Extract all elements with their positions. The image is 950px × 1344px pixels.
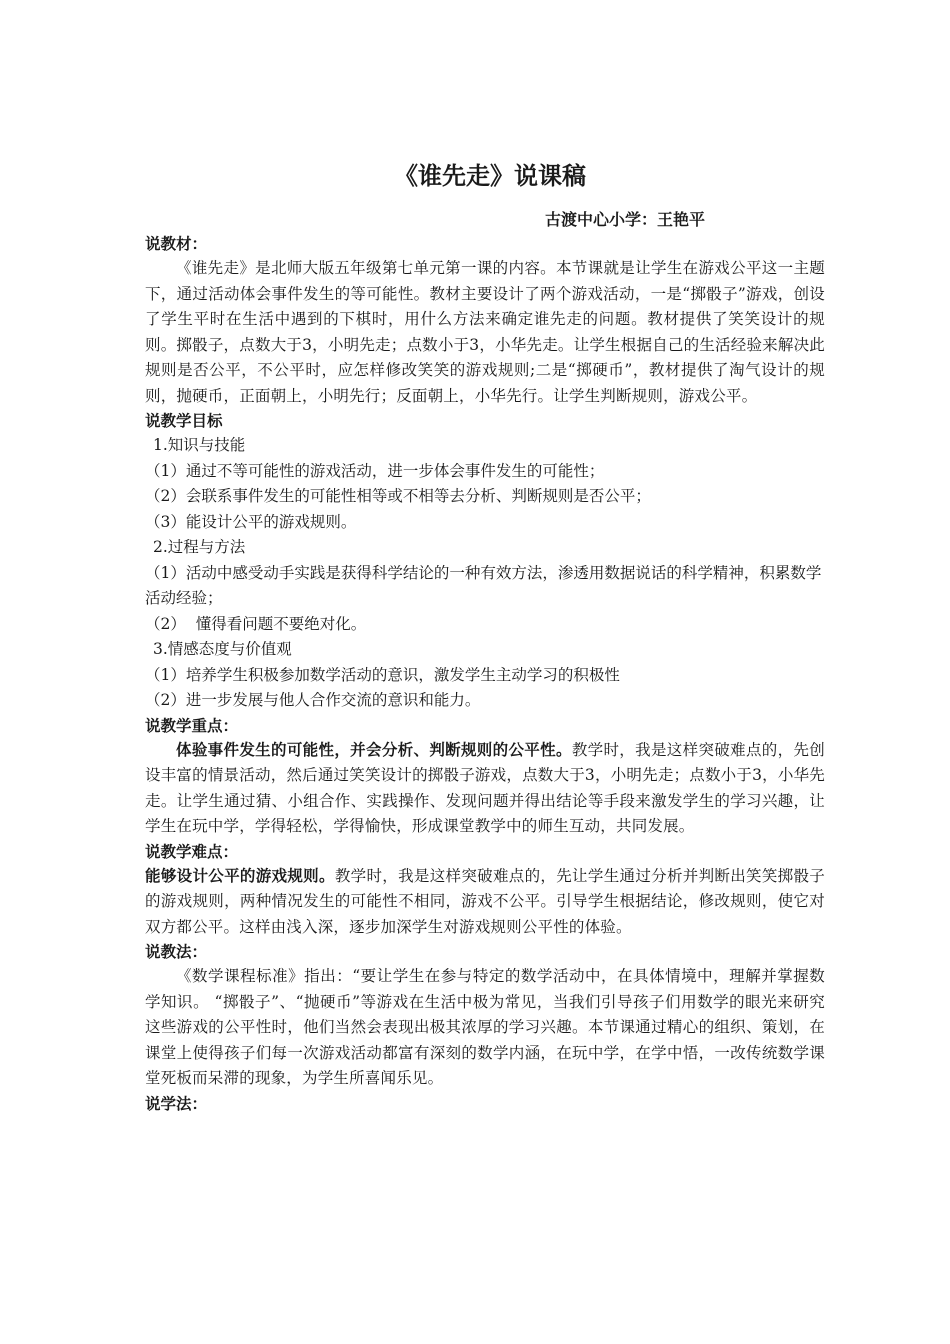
goals-item: （2）会联系事件发生的可能性相等或不相等去分析、判断规则是否公平；: [145, 487, 651, 505]
goals-item: （1）培养学生积极参加数学活动的意识，激发学生主动学习的积极性: [145, 665, 620, 684]
difficult-points-emphasis: 能够设计公平的游戏规则。: [145, 866, 335, 885]
key-points-paragraph: [145, 738, 825, 840]
teaching-method-paragraph: 《数学课程标准》指出：“要让学生在参与特定的数学活动中，在具体情境中，理解并掌握数学知识。 “掷骰子”、“抛硬币”等游戏在生活中极为常见，当我们引导孩子们用数学的眼光来研究这些游戏的公平性时，他们当然会表现出极其浓厚的学习兴趣。本节课通过精心的组织、策划，在课堂上使得孩子们每一次游戏活动都富有深刻的数学内涵，在玩中学，在学中悟，一改传统数学课堂死板而呆滞的现象，为学生所喜闻乐见。: [145, 967, 825, 1087]
section-heading-difficult-points: 说教学难点：: [145, 842, 239, 861]
author-line: 古渡中心小学：王艳平: [544, 210, 705, 229]
goals-item: （3）能设计公平的游戏规则。: [145, 512, 357, 531]
goals-subheading-2: 2.过程与方法: [153, 538, 246, 556]
document-page: [145, 158, 825, 1116]
section-heading-material: 说教材：: [145, 235, 208, 253]
material-paragraph: 《谁先走》是北师大版五年级第七单元第一课的内容。本节课就是让学生在游戏公平这一主题下，通过活动体会事件发生的等可能性。教材主要设计了两个游戏活动，一是“掷骰子”游戏，创设了学生平时在生活中遇到的下棋时，用什么方法来确定谁先走的问题。教材提供了笑笑设计的规则。掷骰子，点数大于3，小明先走；点数小于3，小华先走。让学生根据自己的生活经验来解决此规则是否公平，不公平时，应怎样修改笑笑的游戏规则;二是“掷硬币”，教材提供了淘气设计的规则，抛硬币，正面朝上，小明先行；反面朝上，小华先行。让学生判断规则，游戏公平。: [145, 259, 825, 405]
key-points-text: 教学时，我是这样突破难点的，先创设丰富的情景活动，然后通过笑笑设计的掷骰子游戏，点数大于3，小明先走；点数小于3，小华先走。让学生通过猜、小组合作、实践操作、发现问题并得出结论等手段来激发学生的学习兴趣，让学生在玩中学，学得轻松，学得愉快，形成课堂教学中的师生互动，共同发展。: [145, 740, 825, 835]
section-heading-learning-method: 说学法：: [145, 1094, 208, 1113]
section-heading-key-points: 说教学重点：: [145, 716, 239, 735]
document-title: 《谁先走》说课稿: [394, 162, 586, 190]
difficult-points-text: 教学时，我是这样突破难点的，先让学生通过分析并判断出笑笑掷骰子的游戏规则，两种情况发生的可能性不相同，游戏不公平。引导学生根据结论，修改规则，使它对双方都公平。这样由浅入深，逐步加深学生对游戏规则公平性的体验。: [145, 866, 826, 936]
goals-subheading-1: 1.知识与技能: [153, 436, 246, 454]
difficult-points-paragraph: [145, 864, 825, 941]
goals-item: （2） 懂得看问题不要绝对化。: [145, 614, 367, 633]
goals-subheading-3: 3.情感态度与价值观: [153, 640, 292, 658]
goals-item: （1）活动中感受动手实践是获得科学结论的一种有效方法，渗透用数据说话的科学精神，积累数学活动经验；: [145, 563, 822, 607]
goals-item: （2）进一步发展与他人合作交流的意识和能力。: [145, 691, 481, 709]
goals-item: （1）通过不等可能性的游戏活动，进一步体会事件发生的可能性；: [145, 461, 605, 480]
section-heading-teaching-method: 说教法：: [145, 943, 208, 961]
key-points-emphasis: 体验事件发生的可能性，并会分析、判断规则的公平性。: [176, 740, 572, 759]
section-heading-goals: 说教学目标: [145, 412, 223, 430]
